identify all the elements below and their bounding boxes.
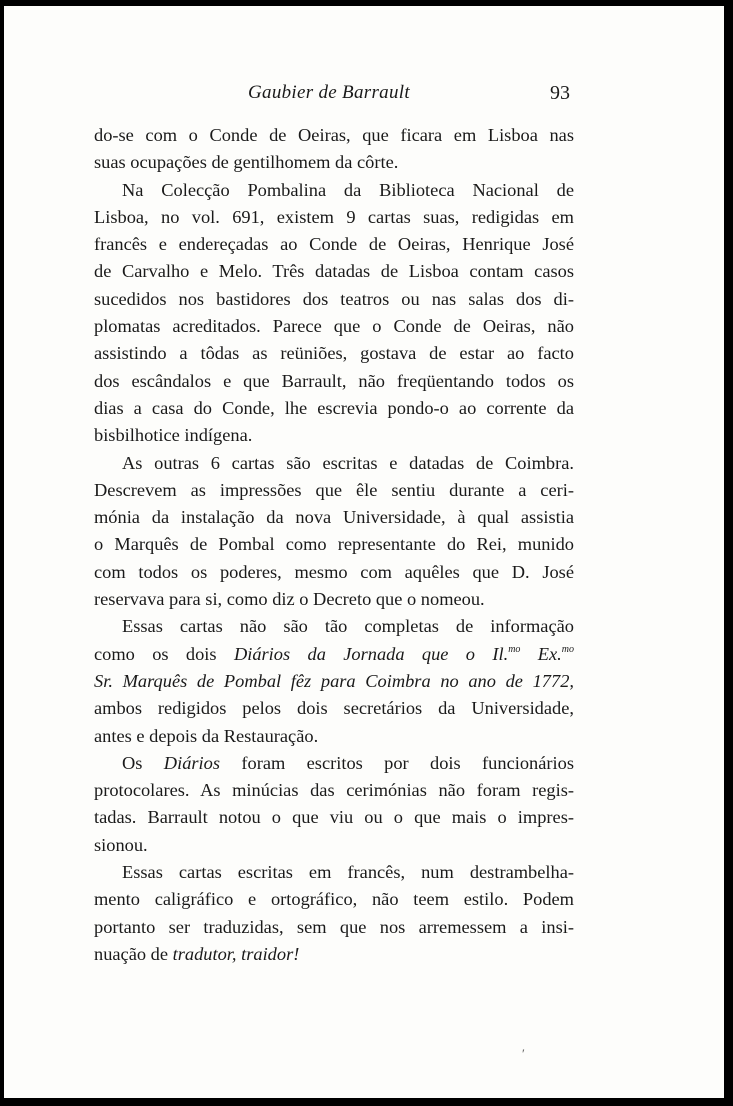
text-line: Na Colecção Pombalina da Biblioteca Nacional de: [122, 179, 574, 200]
page-header: [94, 82, 574, 112]
running-title: Gaubier de Barrault: [248, 82, 410, 103]
text-line: de Carvalho e Melo. Três datadas de Lisboa contam casos: [94, 261, 574, 282]
text-line: plomatas acreditados. Parece que o Conde de Oeiras, não: [94, 316, 574, 337]
text-line: Sr. Marquês de Pombal fêz para Coimbra no ano de 1772,: [94, 670, 574, 691]
italic-title: Diários: [163, 752, 221, 773]
book-page: [4, 6, 724, 1098]
text-line: As outras 6 cartas são escritas e datadas de Coimbra.: [122, 452, 574, 473]
text-line: antes e depois da Restauração.: [94, 725, 319, 746]
text-line: ambos redigidos pelos dois secretários da Universidade,: [94, 698, 574, 719]
text-line: francês e endereçadas ao Conde de Oeiras, Henrique José: [94, 234, 574, 255]
text-line: reservava para si, como diz o Decreto que o nomeou.: [94, 589, 485, 610]
text-line: Lisboa, no vol. 691, existem 9 cartas suas, redigidas em: [94, 206, 574, 227]
text-line: tadas. Barrault notou o que viu ou o que mais o impres-: [94, 807, 574, 828]
stray-pen-mark: ′: [522, 1046, 525, 1061]
italic-title: Diários da Jornada que o Il.: [233, 643, 509, 664]
italic-phrase: tradutor, traidor!: [172, 943, 300, 964]
text-line: Descrevem as impressões que êle sentiu durante a ceri-: [94, 479, 574, 500]
text-line: mento caligráfico e ortográfico, não teem estilo. Podem: [94, 889, 574, 910]
text-line: sionou.: [94, 834, 148, 855]
text-line: como os dois Diários da Jornada que o Il.$^{mo}$ Ex.$^{mo}$: [94, 643, 575, 664]
text-line: nuação de tradutor, traidor!: [94, 943, 300, 964]
text-line: do-se com o Conde de Oeiras, que ficara em Lisboa nas: [94, 125, 574, 145]
text-line: portanto ser traduzidas, sem que nos arremessem a insi-: [94, 916, 574, 937]
text-line: Essas cartas não são tão completas de informação: [122, 616, 574, 637]
text-line: Os Diários foram escritos por dois funcionários: [122, 752, 574, 773]
text-line: com todos os poderes, mesmo com aquêles que D. José: [94, 561, 574, 582]
text-line: dias a casa do Conde, lhe escrevia pondo-o ao corrente da: [94, 397, 574, 418]
text-line: assistindo a tôdas as reüniões, gostava de estar ao facto: [94, 343, 574, 364]
text-line: dos escândalos e que Barrault, não freqüentando todos os: [94, 370, 574, 391]
text-line: protocolares. As minúcias das cerimónias não foram regis-: [94, 780, 574, 801]
body-text: [94, 122, 574, 968]
page-number: 93: [550, 82, 570, 104]
text-line: o Marquês de Pombal como representante do Rei, munido: [94, 534, 574, 555]
text-line: sucedidos nos bastidores dos teatros ou nas salas dos di-: [94, 288, 574, 309]
text-line: Essas cartas escritas em francês, num destrambelha-: [122, 862, 574, 883]
text-line: suas ocupações de gentilhomem da côrte.: [94, 152, 399, 173]
text-line: mónia da instalação da nova Universidade, à qual assistia: [94, 507, 574, 528]
text-line: bisbilhotice indígena.: [94, 425, 253, 446]
